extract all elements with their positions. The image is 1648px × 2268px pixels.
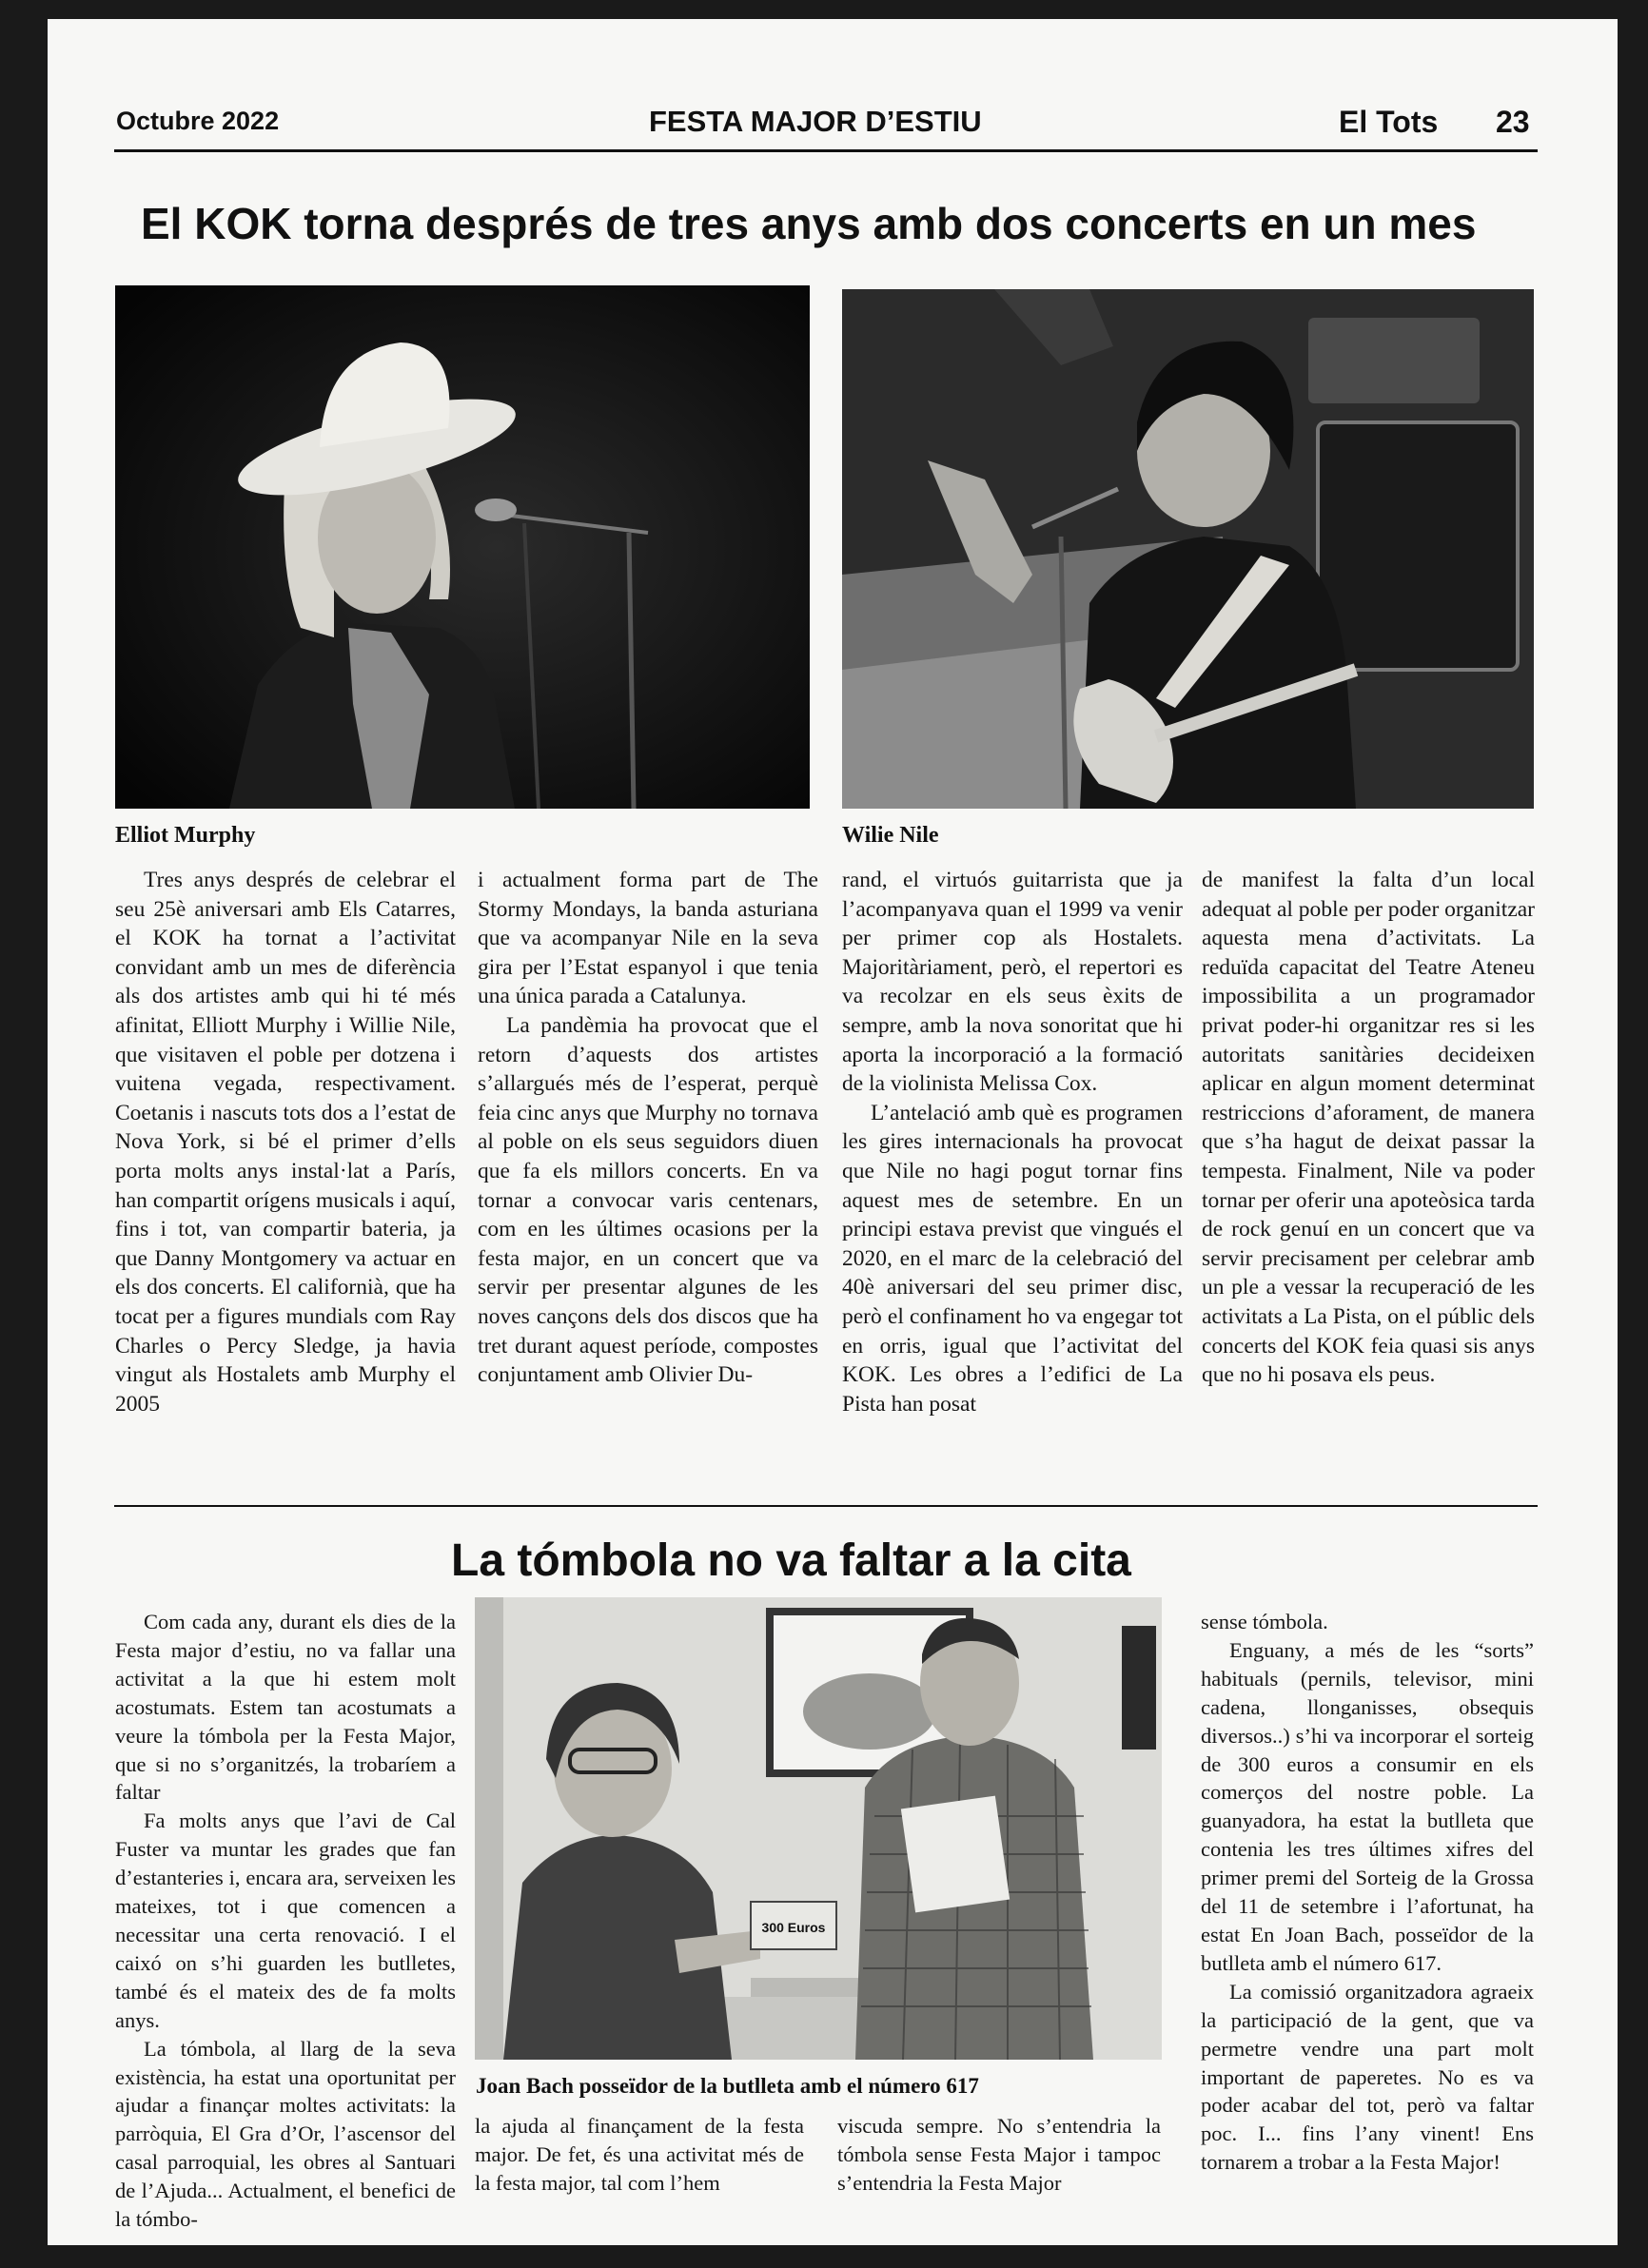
caption-photo1: Elliot Murphy bbox=[115, 823, 256, 848]
newspaper-page bbox=[48, 19, 1618, 2245]
article2-col4-paragraph: Enguany, a més de les “sorts” habituals (pernils, televisor, mini cadena, llonganisses, obsequis diversos..) s’hi va incorporar el sorteig de 300 euros a consumir en els comerços del nostre poble. La guanyadora, ha estat la butlleta que contenia les tres últimes xifres del primer premi del Sorteig de la Grossa del 11 de setembre i l’afortunat, ha estat En Joan Bach, posseïdor de la butlleta amb el número 617. bbox=[1201, 1637, 1534, 1975]
article2-col2-text: la ajuda al finançament de la festa major. De fet, és una activitat més de la festa major, tal com l’hem bbox=[475, 2114, 804, 2195]
article1-column-4 bbox=[1202, 866, 1535, 1390]
header-publication: El Tots bbox=[1339, 105, 1439, 139]
wilie-nile-image bbox=[842, 289, 1534, 809]
article1-col3-paragraph: rand, el virtuós guitarrista que ja l’acompanyava quan el 1999 va venir per primer cop als Hostalets. Majoritàriament, però, el repertori es va recolzar en els seus èxits de sempre, amb la nova sonoritat que hi aporta la incorporació a la formació de la violinista Melissa Cox. bbox=[842, 868, 1183, 1097]
article2-col4-paragraph: La comissió organitzadora agraeix la participació de la gent, que va permetre vendre una part molt important de paperetes. No es va poder acabar del tot, però va faltar poc. I... fins l’any vinent! Ens tornarem a trobar a la Festa Major! bbox=[1201, 1979, 1534, 2175]
article1-col2-paragraph: La pandèmia ha provocat que el retorn d’aquests dos artistes s’allargués més de l’esperat, perquè feia cinc anys que Murphy no tornava al poble on els seus seguidors diuen que fa els millors concerts. En va tornar a convocar varis centenars, com en les últimes ocasions per la festa major, en un concert que va servir per presentar algunes de les noves cançons dels dos discos que ha tret durant aquest període, compostes conjuntament amb Olivier Du- bbox=[478, 1012, 818, 1388]
photo-elliot-murphy bbox=[115, 285, 810, 809]
article1-column-1 bbox=[115, 866, 456, 1418]
photo-wilie-nile bbox=[842, 289, 1534, 809]
photo-sign-text: 300 Euros bbox=[761, 1920, 826, 1935]
article2-col1-paragraph: Fa molts anys que l’avi de Cal Fuster va muntar les grades que fan d’estanteries i, encara ara, serveixen les mateixes, tot i que comencen a necessitar una certa renovació. I el caixó on s’hi guarden les butlletes, també és el mateix des de fa molts anys. bbox=[115, 1809, 456, 2032]
article2-col3-text: viscuda sempre. No s’entendria la tómbola sense Festa Major i tampoc s’entendria la Festa Major bbox=[837, 2114, 1161, 2195]
article1-col4-text: de manifest la falta d’un local adequat al poble per poder organitzar aquesta mena d’activitats. La reduïda capacitat del Teatre Ateneu impossibilita a un programador privat poder-hi organitzar res si les autoritats sanitàries decideixen aplicar en algun moment determinat restriccions d’aforament, de manera que s’ha hagut de deixat passar la tempesta. Finalment, Nile va poder tornar per oferir una apoteòsica tarda de rock genuí en un concert que va servir precisament per celebrar amb un ple a vessar la recuperació de les activitats a La Pista, on el públic dels concerts del KOK feia quasi sis anys que no hi posava els peus. bbox=[1202, 868, 1535, 1388]
photo-joan-bach bbox=[475, 1597, 1162, 2060]
article1-col3-paragraph: L’antelació amb què es programen les gires internacionals ha provocat que Nile no hagi pogut tornar fins aquest mes de setembre. En un principi estava previst que vingués el 2020, en el marc de la celebració del 40è aniversari del seu primer disc, però el confinament ho va engegar tot en orris, igual que l’activitat del KOK. Les obres a l’edifici de La Pista han posat bbox=[842, 1100, 1183, 1417]
article2-title: La tómbola no va faltar a la cita bbox=[451, 1535, 1131, 1586]
caption-photo2: Wilie Nile bbox=[842, 823, 939, 848]
article1-column-2 bbox=[478, 866, 818, 1390]
article2-col1-paragraph: Com cada any, durant els dies de la Festa major d’estiu, no va fallar una activitat a la que hi estem molt acostumats. Estem tan acostumats a veure la tómbola per la Festa Major, que si no s’organitzés, la trobaríem a faltar bbox=[115, 1610, 456, 1805]
header-date: Octubre 2022 bbox=[116, 107, 280, 135]
article1-title: El KOK torna després de tres anys amb dos concerts en un mes bbox=[141, 199, 1477, 248]
article2-col1-paragraph: La tómbola, al llarg de la seva existència, ha estat una oportunitat per ajudar a finançar moltes activitats: la parròquia, El Gra d’Or, l’ascensor del casal parroquial, les obres al Santuari de l’Ajuda... Actualment, el benefici de la tómbo- bbox=[115, 2036, 456, 2232]
article1-col1-text: Tres anys després de celebrar el seu 25è aniversari amb Els Catarres, el KOK ha tornat a l’activitat convidant amb un mes de diferència als dos artistes amb qui hi té més afinitat, Elliott Murphy i Willie Nile, que visitaven el poble per dotzena i vuitena vegada, respectivament. Coetanis i nascuts tots dos a l’estat de Nova York, si bé el primer d’ells porta molts anys instal·lat a París, han compartit orígens musicals i aquí, fins i tot, van compartir bateria, ja que Danny Montgomery va actuar en els dos concerts. El californià, que ha tocat per a figures mundials com Ray Charles o Percy Sledge, ja havia vingut als Hostalets amb Murphy el 2005 bbox=[115, 868, 456, 1417]
article2-col4-paragraph: sense tómbola. bbox=[1201, 1610, 1328, 1633]
joan-bach-image bbox=[475, 1597, 1162, 2060]
article1-column-3 bbox=[842, 866, 1183, 1418]
article2-column-4 bbox=[1201, 1608, 1534, 2177]
header-rule bbox=[114, 149, 1538, 152]
header-page-number: 23 bbox=[1496, 105, 1530, 139]
article2-column-1 bbox=[115, 1608, 456, 2234]
article-separator bbox=[114, 1505, 1538, 1507]
article1-col2-paragraph: i actualment forma part de The Stormy Mondays, la banda asturiana que va acompanyar Nile en la seva gira per l’Estat espanyol i que tenia una única parada a Catalunya. bbox=[478, 868, 818, 1009]
article2-column-3 bbox=[837, 2112, 1161, 2198]
article2-column-2 bbox=[475, 2112, 804, 2198]
elliot-murphy-image bbox=[115, 285, 810, 809]
caption-photo3: Joan Bach posseïdor de la butlleta amb el número 617 bbox=[476, 2074, 979, 2098]
header-section: FESTA MAJOR D’ESTIU bbox=[649, 105, 982, 138]
